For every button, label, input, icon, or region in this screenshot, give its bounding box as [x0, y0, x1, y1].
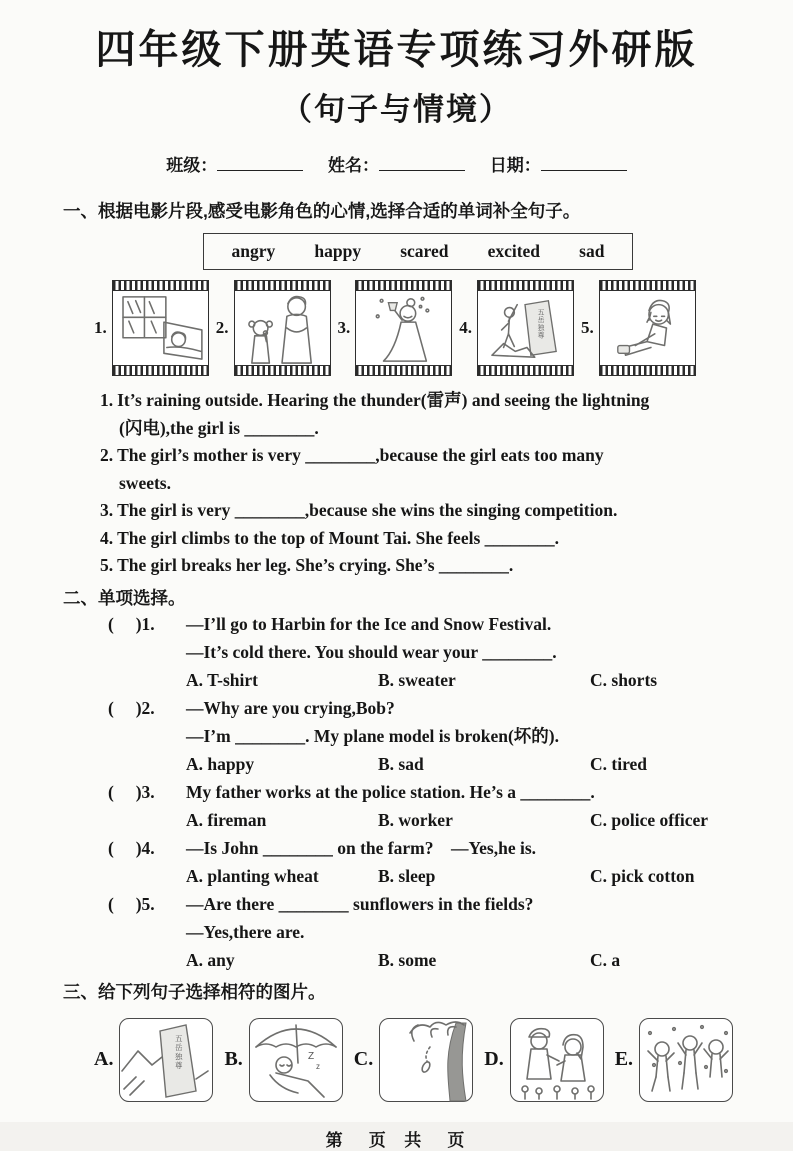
mcq-text: —Is John ________ on the farm? —Yes,he is. — [186, 837, 537, 858]
mcq-line — [108, 834, 728, 862]
name-label: 姓名： — [328, 156, 379, 175]
mcq-line — [108, 610, 728, 638]
question-line — [100, 497, 740, 525]
answer-bracket: ( )4. — [108, 837, 155, 858]
mcq-line — [108, 890, 728, 918]
question-text: It’s raining outside. Hearing the thunder(雷声) and seeing the lightning — [117, 390, 650, 410]
film-girl-scared-by-storm-in-bed-icon — [113, 291, 208, 365]
question-line — [100, 415, 740, 443]
answer-bracket: ( )2. — [108, 697, 155, 718]
film-item-4 — [459, 280, 574, 376]
mcq-options — [108, 750, 728, 778]
word-bank-word: sad — [579, 241, 605, 261]
question-number: 5. — [100, 555, 114, 575]
film-item-1 — [94, 280, 209, 376]
option-b: B. sweater — [378, 669, 456, 690]
mcq-text: My father works at the police station. He’s a ________. — [186, 781, 595, 802]
answer-bracket: ( )3. — [108, 781, 155, 802]
film-number: 3. — [337, 318, 351, 337]
film-sprocket-strip — [478, 365, 573, 375]
film-sprocket-strip — [356, 365, 451, 375]
section3-pictures-row — [94, 1018, 793, 1102]
mcq-options — [108, 806, 728, 834]
pic-mount-tai-stone-tablet-icon — [119, 1018, 213, 1102]
mcq-line — [108, 694, 728, 722]
question-line — [100, 525, 740, 553]
film-frame — [355, 280, 452, 376]
svg-text:Z: Z — [307, 1050, 314, 1062]
picture-label: D. — [484, 1048, 504, 1070]
option-c: C. pick cotton — [590, 865, 695, 886]
mcq-options — [108, 666, 728, 694]
mcq-text: —It’s cold there. You should wear your ________. — [186, 641, 557, 662]
picture-label: C. — [353, 1048, 374, 1070]
film-sprocket-strip — [478, 281, 573, 291]
question-line — [100, 442, 740, 470]
option-c: C. shorts — [590, 669, 658, 690]
film-item-5 — [581, 280, 696, 376]
film-frame — [234, 280, 331, 376]
word-bank-box — [203, 233, 633, 270]
pic-farmers-picking-cotton-icon — [510, 1018, 604, 1102]
film-sprocket-strip — [600, 281, 695, 291]
word-bank-word: scared — [400, 241, 449, 261]
section2-heading: 二、单项选择。 — [63, 587, 186, 608]
film-item-3 — [338, 280, 453, 376]
option-a: A. happy — [186, 753, 255, 774]
mcq-options — [108, 862, 728, 890]
film-girl-crying-broken-leg-icon — [600, 291, 695, 365]
film-girl-on-top-of-mount-tai-icon — [478, 291, 573, 365]
film-sprocket-strip — [356, 281, 451, 291]
film-sprocket-strip — [600, 365, 695, 375]
option-a: A. T-shirt — [186, 669, 258, 690]
film-strip-row — [94, 280, 793, 376]
film-sprocket-strip — [235, 281, 330, 291]
mcq-text: —Why are you crying,Bob? — [186, 697, 395, 718]
film-item-2 — [216, 280, 331, 376]
film-sprocket-strip — [113, 365, 208, 375]
mcq-options — [108, 946, 728, 974]
option-c: C. a — [590, 949, 621, 970]
student-info-row — [0, 151, 793, 176]
option-b: B. some — [378, 949, 437, 970]
page-title: 四年级下册英语专项练习外研版 — [95, 28, 698, 72]
question-text: The girl’s mother is very ________,because the girl eats too many — [117, 445, 604, 465]
mcq-line — [108, 778, 728, 806]
picture-item-c — [354, 1018, 473, 1102]
mcq-line — [108, 638, 728, 666]
answer-bracket: ( )5. — [108, 893, 155, 914]
film-girl-wins-trophy-happy-icon — [356, 291, 451, 365]
film-frame — [477, 280, 574, 376]
pic-children-snowball-fight-icon — [639, 1018, 733, 1102]
word-bank-word: excited — [487, 241, 541, 261]
mcq-text: —I’m ________. My plane model is broken(坏的). — [186, 725, 560, 746]
svg-text:z: z — [315, 1061, 320, 1071]
section3-heading: 三、给下列句子选择相符的图片。 — [63, 981, 326, 1002]
film-sprocket-strip — [113, 281, 208, 291]
mcq-text: —Yes,there are. — [186, 921, 305, 942]
word-bank-word: angry — [231, 241, 276, 261]
mcq-line — [108, 722, 728, 750]
mcq-text: —I’ll go to Harbin for the Ice and Snow Festival. — [186, 613, 552, 634]
svg-text:五岳独尊: 五岳独尊 — [175, 1033, 183, 1070]
page-footer: 第 页 共 页 — [325, 1130, 468, 1150]
mcq-question-4 — [108, 834, 728, 890]
option-b: B. sad — [378, 753, 424, 774]
mcq-question-1 — [108, 610, 728, 694]
picture-item-a — [94, 1018, 213, 1102]
mcq-question-2 — [108, 694, 728, 778]
option-a: A. planting wheat — [186, 865, 319, 886]
picture-item-b — [224, 1018, 342, 1102]
option-a: A. any — [186, 949, 235, 970]
class-label: 班级： — [166, 156, 218, 175]
picture-label: E. — [614, 1048, 634, 1070]
question-number: 1. — [100, 390, 114, 410]
question-line — [100, 470, 740, 498]
svg-text:五岳独尊: 五岳独尊 — [537, 309, 545, 340]
option-b: B. sleep — [378, 865, 436, 886]
film-angry-mother-girl-eating-sweets-icon — [235, 291, 330, 365]
film-frame — [599, 280, 696, 376]
mcq-text: —Are there ________ sunflowers in the fields? — [186, 893, 534, 914]
option-b: B. worker — [378, 809, 453, 830]
question-text: The girl is very ________,because she wins the singing competition. — [117, 500, 618, 520]
film-number: 5. — [581, 318, 594, 337]
question-number: 4. — [100, 527, 114, 548]
name-blank — [379, 157, 465, 171]
mcq-line — [108, 918, 728, 946]
option-c: C. tired — [590, 753, 648, 774]
word-bank-word: happy — [314, 241, 362, 261]
answer-bracket: ( )1. — [108, 613, 155, 634]
mcq-question-5 — [108, 890, 728, 974]
question-text: sweets. — [119, 472, 171, 493]
option-c: C. police officer — [590, 809, 709, 830]
question-line — [100, 552, 740, 580]
option-a: A. fireman — [186, 809, 267, 830]
film-frame — [112, 280, 209, 376]
pic-tree-with-falling-leaf-icon — [379, 1018, 473, 1102]
picture-label: B. — [224, 1048, 243, 1070]
question-number: 3. — [100, 500, 114, 520]
section1-heading: 一、根据电影片段,感受电影角色的心情,选择合适的单词补全句子。 — [63, 201, 581, 221]
question-number: 2. — [100, 445, 114, 465]
page-subtitle: （句子与情境） — [281, 92, 512, 127]
date-label: 日期： — [489, 156, 541, 175]
pic-sleeping-under-umbrella-icon — [249, 1018, 343, 1102]
film-number: 2. — [215, 318, 229, 337]
question-text: The girl breaks her leg. She’s crying. She’s ________. — [117, 555, 514, 575]
section1-questions — [100, 387, 740, 580]
picture-label: A. — [94, 1048, 114, 1070]
mcq-question-3 — [108, 778, 728, 834]
film-sprocket-strip — [235, 365, 330, 375]
question-text: The girl climbs to the top of Mount Tai. She feels ________. — [117, 527, 560, 548]
film-number: 1. — [94, 318, 107, 337]
film-number: 4. — [459, 318, 472, 337]
question-text: (闪电),the girl is ________. — [119, 417, 319, 438]
date-blank — [541, 157, 627, 171]
picture-item-d — [484, 1018, 603, 1102]
class-blank — [217, 157, 303, 171]
question-line — [100, 387, 740, 415]
picture-item-e — [615, 1018, 733, 1102]
